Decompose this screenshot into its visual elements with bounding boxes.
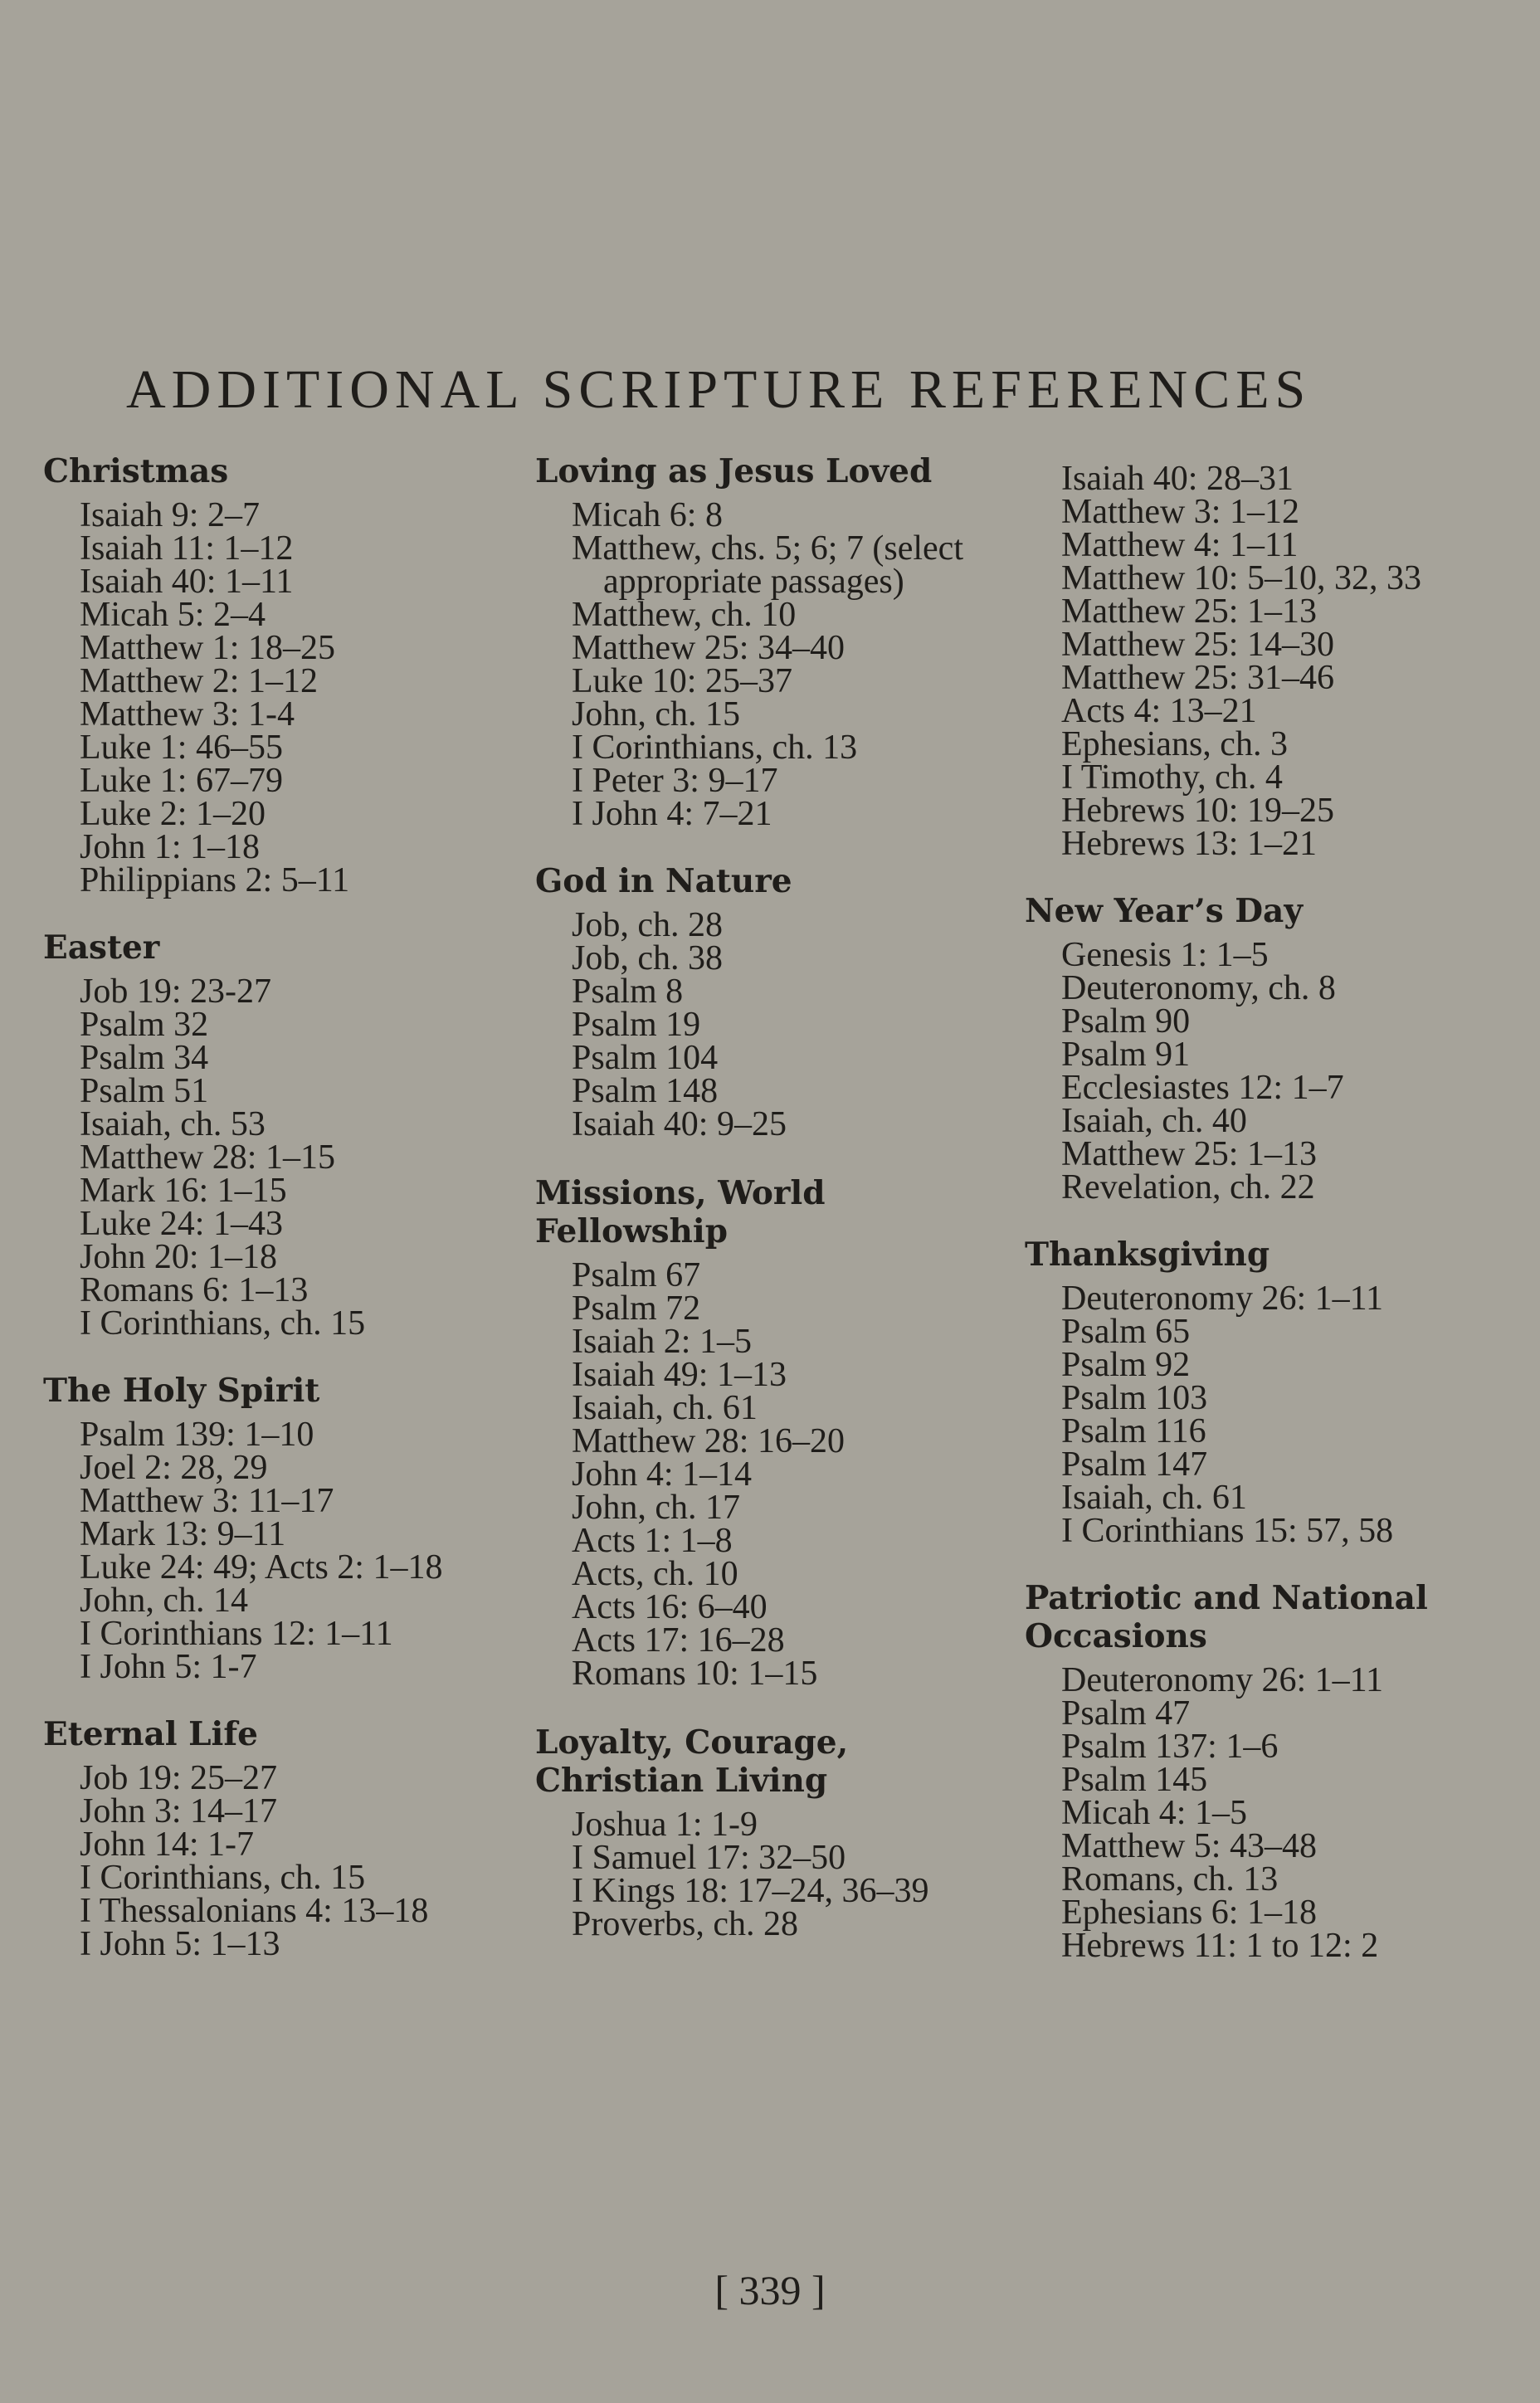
reference-list xyxy=(1025,938,1523,1204)
reference-item: Job, ch. 28 xyxy=(572,906,723,944)
reference-item: Psalm 32 xyxy=(80,1006,209,1044)
section-loyalty-courage xyxy=(535,1723,1000,1941)
section-heading: Missions, World Fellowship xyxy=(535,1174,826,1250)
reference-list xyxy=(535,496,1000,833)
reference-item: Psalm 147 xyxy=(1061,1445,1208,1484)
reference-item: I John 4: 7–21 xyxy=(572,795,772,833)
reference-item: Romans 6: 1–13 xyxy=(80,1271,309,1309)
reference-list xyxy=(1025,452,1523,863)
reference-item: Matthew 25: 31–46 xyxy=(1061,659,1334,697)
reference-item: Acts 4: 13–21 xyxy=(1061,692,1257,730)
reference-item: I Timothy, ch. 4 xyxy=(1061,758,1283,797)
reference-item: Isaiah 9: 2–7 xyxy=(80,496,260,534)
reference-item: Ecclesiastes 12: 1–7 xyxy=(1061,1069,1344,1107)
reference-item: I Kings 18: 17–24, 36–39 xyxy=(572,1872,929,1910)
reference-item: John, ch. 14 xyxy=(80,1582,248,1620)
section-easter xyxy=(43,929,508,1343)
reference-item: Matthew 10: 5–10, 32, 33 xyxy=(1061,559,1421,597)
reference-item: Matthew 25: 1–13 xyxy=(1061,1135,1317,1173)
reference-item: Micah 4: 1–5 xyxy=(1061,1794,1247,1832)
reference-item: Job 19: 25–27 xyxy=(80,1759,278,1797)
reference-item: Psalm 92 xyxy=(1061,1346,1191,1384)
column-2 xyxy=(535,452,1000,1941)
reference-item: I Thessalonians 4: 13–18 xyxy=(80,1892,429,1930)
column-3 xyxy=(1025,452,1523,1965)
section-missions-world-fellowship xyxy=(535,1174,1000,1693)
reference-item: Matthew 28: 1–15 xyxy=(80,1138,335,1177)
reference-list xyxy=(535,1808,1000,1941)
reference-item: Psalm 103 xyxy=(1061,1379,1208,1417)
section-heading: The Holy Spirit xyxy=(43,1372,320,1410)
reference-item: Micah 6: 8 xyxy=(572,496,723,534)
reference-item: Matthew, chs. 5; 6; 7 (select appropriate passages) xyxy=(572,529,963,601)
reference-item: Isaiah, ch. 61 xyxy=(572,1389,758,1427)
section-thanksgiving xyxy=(1025,1236,1523,1548)
reference-item: John, ch. 15 xyxy=(572,695,740,734)
reference-list xyxy=(535,1256,1000,1693)
reference-item: Matthew 25: 14–30 xyxy=(1061,626,1334,664)
reference-list xyxy=(1025,1279,1523,1550)
reference-item: Luke 24: 1–43 xyxy=(80,1205,283,1243)
reference-item: Matthew 25: 1–13 xyxy=(1061,592,1317,631)
section-heading: Christmas xyxy=(43,452,229,490)
reference-item: Matthew 1: 18–25 xyxy=(80,629,335,667)
reference-item: Mark 16: 1–15 xyxy=(80,1172,287,1210)
reference-item: Psalm 65 xyxy=(1061,1313,1191,1351)
section-eternal-life xyxy=(43,1715,508,1961)
section-continued xyxy=(1025,452,1523,863)
reference-item: Romans 10: 1–15 xyxy=(572,1655,818,1693)
section-heading: Loyalty, Courage, Christian Living xyxy=(535,1723,849,1800)
reference-item: I John 5: 1–13 xyxy=(80,1925,280,1963)
section-heading: Patriotic and National Occasions xyxy=(1025,1579,1428,1655)
reference-item: Luke 2: 1–20 xyxy=(80,795,266,833)
reference-item: Deuteronomy 26: 1–11 xyxy=(1061,1279,1384,1318)
reference-item: I Corinthians 15: 57, 58 xyxy=(1061,1512,1394,1550)
reference-item: Psalm 19 xyxy=(572,1006,701,1044)
reference-item: Isaiah, ch. 40 xyxy=(1061,1102,1247,1140)
reference-item: Ephesians, ch. 3 xyxy=(1061,725,1288,763)
reference-item: Hebrews 11: 1 to 12: 2 xyxy=(1061,1927,1379,1965)
section-holy-spirit xyxy=(43,1372,508,1684)
column-1 xyxy=(43,452,508,1961)
reference-item: Psalm 137: 1–6 xyxy=(1061,1728,1279,1766)
reference-item: Philippians 2: 5–11 xyxy=(80,861,350,899)
reference-item: Joshua 1: 1-9 xyxy=(572,1806,758,1844)
reference-item: Isaiah, ch. 61 xyxy=(1061,1479,1247,1517)
reference-item: Luke 24: 49; Acts 2: 1–18 xyxy=(80,1548,443,1587)
reference-item: I Corinthians, ch. 15 xyxy=(80,1304,366,1343)
reference-item: Genesis 1: 1–5 xyxy=(1061,936,1269,974)
reference-item: I Corinthians, ch. 15 xyxy=(80,1859,366,1897)
reference-list xyxy=(43,972,508,1343)
reference-item: Matthew 5: 43–48 xyxy=(1061,1827,1317,1865)
page-title: ADDITIONAL SCRIPTURE REFERENCES xyxy=(126,359,1312,420)
reference-item: I John 5: 1-7 xyxy=(80,1648,257,1686)
reference-item: Isaiah 40: 9–25 xyxy=(572,1105,787,1143)
reference-item: Isaiah, ch. 53 xyxy=(80,1105,266,1143)
reference-item: Psalm 34 xyxy=(80,1039,209,1077)
reference-item: Deuteronomy 26: 1–11 xyxy=(1061,1661,1384,1699)
reference-item: Isaiah 2: 1–5 xyxy=(572,1323,752,1361)
reference-item: Psalm 91 xyxy=(1061,1036,1191,1074)
reference-item: I Peter 3: 9–17 xyxy=(572,762,778,800)
reference-item: Psalm 116 xyxy=(1061,1412,1206,1450)
reference-item: Psalm 90 xyxy=(1061,1002,1191,1041)
reference-item: Matthew 4: 1–11 xyxy=(1061,526,1299,564)
reference-item: Deuteronomy, ch. 8 xyxy=(1061,969,1336,1007)
reference-item: Joel 2: 28, 29 xyxy=(80,1449,268,1487)
reference-list xyxy=(43,1418,508,1684)
reference-item: Isaiah 49: 1–13 xyxy=(572,1356,787,1394)
page-number: [ 339 ] xyxy=(714,2267,826,2313)
reference-item: Luke 10: 25–37 xyxy=(572,662,792,700)
section-christmas xyxy=(43,452,508,897)
section-loving-as-jesus-loved xyxy=(535,452,1000,831)
reference-item: I Corinthians 12: 1–11 xyxy=(80,1615,393,1653)
reference-item: John 14: 1-7 xyxy=(80,1825,254,1864)
reference-item: Job 19: 23-27 xyxy=(80,972,271,1011)
reference-item: John 4: 1–14 xyxy=(572,1455,753,1494)
section-heading: Loving as Jesus Loved xyxy=(535,452,933,490)
reference-item: Isaiah 40: 1–11 xyxy=(80,563,294,601)
reference-item: Romans, ch. 13 xyxy=(1061,1860,1279,1899)
reference-item: Mark 13: 9–11 xyxy=(80,1515,286,1553)
reference-item: Luke 1: 46–55 xyxy=(80,729,283,767)
reference-item: Psalm 8 xyxy=(572,972,684,1011)
reference-item: Matthew 2: 1–12 xyxy=(80,662,318,700)
reference-item: Revelation, ch. 22 xyxy=(1061,1168,1315,1206)
reference-item: Proverbs, ch. 28 xyxy=(572,1905,798,1943)
reference-item: John 3: 14–17 xyxy=(80,1792,278,1830)
reference-item: Psalm 47 xyxy=(1061,1694,1191,1733)
reference-item: Acts 16: 6–40 xyxy=(572,1588,768,1626)
reference-item: Matthew, ch. 10 xyxy=(572,596,797,634)
reference-item: Psalm 51 xyxy=(80,1072,209,1110)
reference-item: Isaiah 11: 1–12 xyxy=(80,529,294,568)
reference-item: I Corinthians, ch. 13 xyxy=(572,729,858,767)
reference-item: Psalm 67 xyxy=(572,1256,701,1294)
reference-item: Ephesians 6: 1–18 xyxy=(1061,1894,1317,1932)
reference-item: Matthew 28: 16–20 xyxy=(572,1422,845,1460)
section-god-in-nature xyxy=(535,862,1000,1141)
section-heading: Eternal Life xyxy=(43,1715,258,1753)
reference-list xyxy=(43,496,508,899)
reference-item: Isaiah 40: 28–31 xyxy=(1061,460,1294,498)
reference-item: Job, ch. 38 xyxy=(572,939,723,977)
reference-list xyxy=(535,906,1000,1143)
reference-item: Psalm 145 xyxy=(1061,1761,1208,1799)
reference-item: Matthew 3: 1-4 xyxy=(80,695,295,734)
reference-item: Hebrews 10: 19–25 xyxy=(1061,792,1334,830)
reference-item: Micah 5: 2–4 xyxy=(80,596,266,634)
reference-item: Luke 1: 67–79 xyxy=(80,762,283,800)
reference-item: Matthew 3: 11–17 xyxy=(80,1482,334,1520)
reference-list xyxy=(43,1759,508,1963)
reference-item: Psalm 148 xyxy=(572,1072,719,1110)
section-patriotic-national xyxy=(1025,1579,1523,1965)
section-heading: New Year’s Day xyxy=(1025,892,1303,930)
reference-item: Hebrews 13: 1–21 xyxy=(1061,825,1317,863)
reference-item: John 20: 1–18 xyxy=(80,1238,278,1276)
reference-list xyxy=(1025,1661,1523,1965)
reference-item: Matthew 3: 1–12 xyxy=(1061,493,1299,531)
reference-item: Acts, ch. 10 xyxy=(572,1555,738,1593)
reference-item: John, ch. 17 xyxy=(572,1489,740,1527)
reference-item: Psalm 72 xyxy=(572,1289,701,1328)
reference-item: Acts 1: 1–8 xyxy=(572,1522,733,1560)
section-heading: Easter xyxy=(43,929,160,967)
reference-item: Psalm 139: 1–10 xyxy=(80,1416,314,1454)
section-heading: God in Nature xyxy=(535,862,792,900)
reference-item: John 1: 1–18 xyxy=(80,828,261,866)
section-new-years-day xyxy=(1025,892,1523,1204)
section-heading: Thanksgiving xyxy=(1025,1236,1270,1274)
reference-item: Matthew 25: 34–40 xyxy=(572,629,845,667)
reference-item: Acts 17: 16–28 xyxy=(572,1621,785,1660)
reference-item: I Samuel 17: 32–50 xyxy=(572,1839,846,1877)
reference-item: Psalm 104 xyxy=(572,1039,719,1077)
